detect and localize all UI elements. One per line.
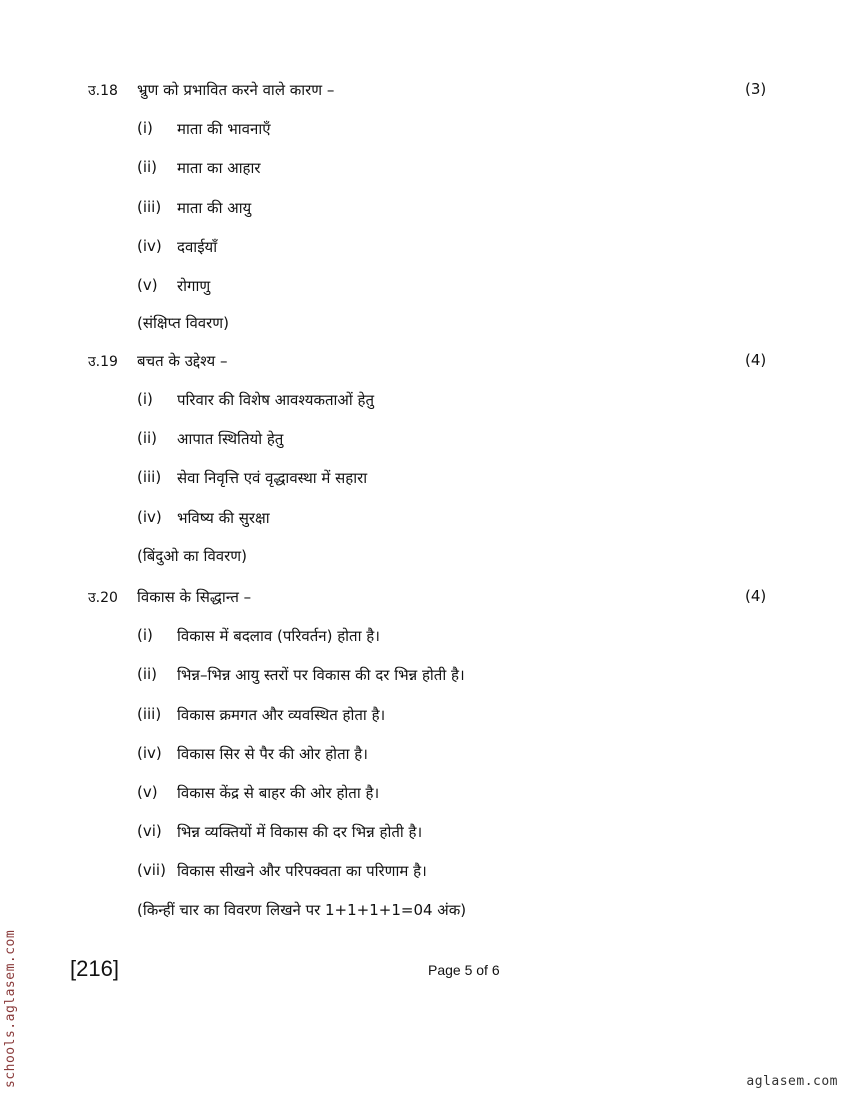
question-number: उ.19 bbox=[88, 354, 118, 370]
item-numeral: (i) bbox=[137, 119, 153, 137]
bottom-watermark: aglasem.com bbox=[746, 1074, 838, 1089]
answer-note: (संक्षिप्त विवरण) bbox=[137, 314, 229, 332]
item-numeral: (ii) bbox=[137, 158, 158, 176]
question-marks: (3) bbox=[745, 80, 767, 98]
item-numeral: (v) bbox=[137, 276, 158, 294]
item-numeral: (iv) bbox=[137, 744, 162, 762]
item-numeral: (iii) bbox=[137, 705, 162, 723]
item-text: विकास क्रमगत और व्यवस्थित होता है। bbox=[177, 706, 386, 724]
item-text: भिन्न व्यक्तियों में विकास की दर भिन्न होती है। bbox=[177, 823, 423, 841]
question-marks: (4) bbox=[745, 351, 767, 369]
item-numeral: (iii) bbox=[137, 198, 162, 216]
question-marks: (4) bbox=[745, 587, 767, 605]
item-numeral: (i) bbox=[137, 626, 153, 644]
item-text: विकास सीखने और परिपक्वता का परिणाम है। bbox=[177, 862, 427, 880]
item-text: भविष्य की सुरक्षा bbox=[177, 509, 270, 527]
item-numeral: (vi) bbox=[137, 822, 162, 840]
side-watermark: schools.aglasem.com bbox=[3, 929, 18, 1088]
item-numeral: (iii) bbox=[137, 468, 162, 486]
item-numeral: (i) bbox=[137, 390, 153, 408]
item-text: परिवार की विशेष आवश्यकताओं हेतु bbox=[177, 391, 375, 409]
item-text: भिन्न–भिन्न आयु स्तरों पर विकास की दर भिन्न होती है। bbox=[177, 666, 465, 684]
question-number: उ.18 bbox=[88, 83, 118, 99]
item-text: विकास सिर से पैर की ओर होता है। bbox=[177, 745, 368, 763]
item-text: दवाईयाँ bbox=[177, 238, 218, 256]
item-numeral: (ii) bbox=[137, 665, 158, 683]
item-text: विकास केंद्र से बाहर की ओर होता है। bbox=[177, 784, 380, 802]
item-text: माता का आहार bbox=[177, 159, 261, 177]
item-numeral: (iv) bbox=[137, 237, 162, 255]
item-text: माता की आयु bbox=[177, 199, 252, 217]
item-text: विकास में बदलाव (परिवर्तन) होता है। bbox=[177, 627, 380, 645]
answer-note: (किन्हीं चार का विवरण लिखने पर 1+1+1+1=04 अंक) bbox=[137, 901, 467, 919]
page-code: [216] bbox=[70, 956, 119, 981]
item-text: सेवा निवृत्ति एवं वृद्धावस्था में सहारा bbox=[177, 469, 368, 487]
page-number: Page 5 of 6 bbox=[428, 962, 500, 978]
item-numeral: (vii) bbox=[137, 861, 166, 879]
question-title: भ्रुण को प्रभावित करने वाले कारण – bbox=[137, 81, 335, 99]
question-title: बचत के उद्देश्य – bbox=[137, 352, 228, 370]
answer-note: (बिंदुओ का विवरण) bbox=[137, 547, 247, 565]
item-text: माता की भावनाएँ bbox=[177, 120, 271, 138]
item-text: आपात स्थितियो हेतु bbox=[177, 430, 284, 448]
item-numeral: (iv) bbox=[137, 508, 162, 526]
item-numeral: (v) bbox=[137, 783, 158, 801]
item-numeral: (ii) bbox=[137, 429, 158, 447]
item-text: रोगाणु bbox=[177, 277, 211, 295]
question-number: उ.20 bbox=[88, 590, 118, 606]
question-title: विकास के सिद्धान्त – bbox=[137, 588, 252, 606]
